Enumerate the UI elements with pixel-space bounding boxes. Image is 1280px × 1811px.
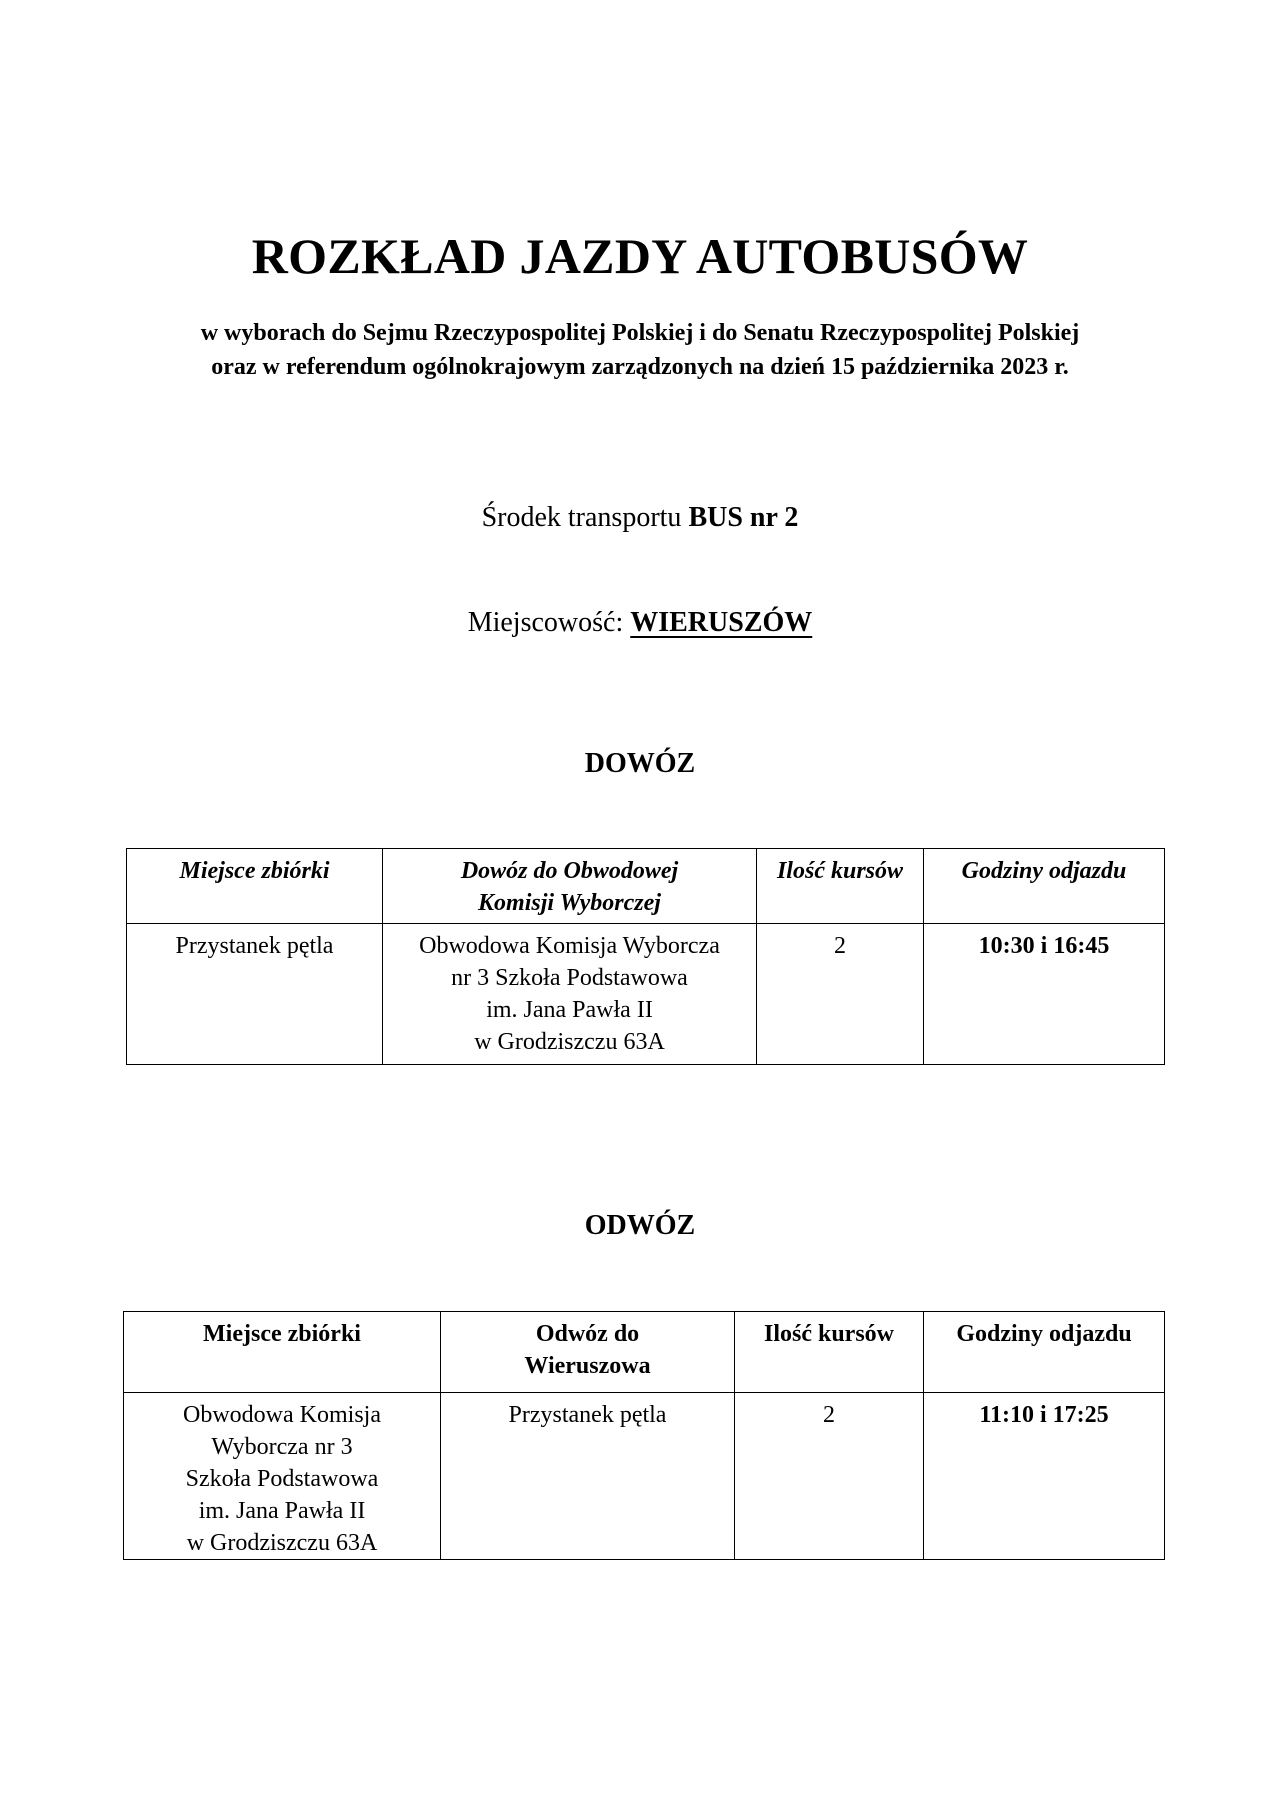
table-row [124, 1393, 1165, 1560]
table-cell-destination: Przystanek pętla [441, 1393, 735, 1560]
place-line [0, 605, 1280, 641]
document-title: ROZKŁAD JAZDY AUTOBUSÓW [251, 228, 1029, 284]
table-header-row [124, 1312, 1165, 1393]
transport-label: Środek transportu [481, 502, 689, 533]
column-header: Odwóz do Wieruszowa [441, 1312, 735, 1393]
table-row [127, 924, 1165, 1065]
table-cell-pickup: Obwodowa Komisja Wyborcza nr 3 Szkoła Podstawowa im. Jana Pawła II w Grodziszczu 63A [124, 1393, 441, 1560]
document-subtitle [0, 316, 1280, 384]
odwoz-heading: ODWÓZ [584, 1210, 696, 1241]
table-cell-pickup: Przystanek pętla [127, 924, 383, 1065]
column-header: Ilość kursów [757, 849, 924, 924]
table-cell-times: 10:30 i 16:45 [924, 924, 1165, 1065]
transport-line [0, 500, 1280, 536]
column-header: Dowóz do Obwodowej Komisji Wyborczej [383, 849, 757, 924]
subtitle-line-1: w wyborach do Sejmu Rzeczypospolitej Polskiej i do Senatu Rzeczypospolitej Polskiej [200, 320, 1080, 346]
column-header: Godziny odjazdu [924, 849, 1165, 924]
table-cell-trips: 2 [757, 924, 924, 1065]
dowoz-heading: DOWÓZ [584, 748, 696, 779]
column-header: Ilość kursów [735, 1312, 924, 1393]
table-header-row [127, 849, 1165, 924]
dowoz-table [126, 848, 1165, 1065]
place-label: Miejscowość: [467, 607, 631, 638]
transport-value: BUS nr 2 [688, 502, 799, 533]
column-header: Godziny odjazdu [924, 1312, 1165, 1393]
subtitle-line-2: oraz w referendum ogólnokrajowym zarządzonych na dzień 15 października 2023 r. [211, 354, 1069, 380]
odwoz-table [123, 1311, 1165, 1560]
column-header: Miejsce zbiórki [124, 1312, 441, 1393]
table-cell-trips: 2 [735, 1393, 924, 1560]
table-cell-times: 11:10 i 17:25 [924, 1393, 1165, 1560]
column-header: Miejsce zbiórki [127, 849, 383, 924]
table-cell-destination: Obwodowa Komisja Wyborcza nr 3 Szkoła Podstawowa im. Jana Pawła II w Grodziszczu 63A [383, 924, 757, 1065]
place-value: WIERUSZÓW [630, 607, 813, 638]
